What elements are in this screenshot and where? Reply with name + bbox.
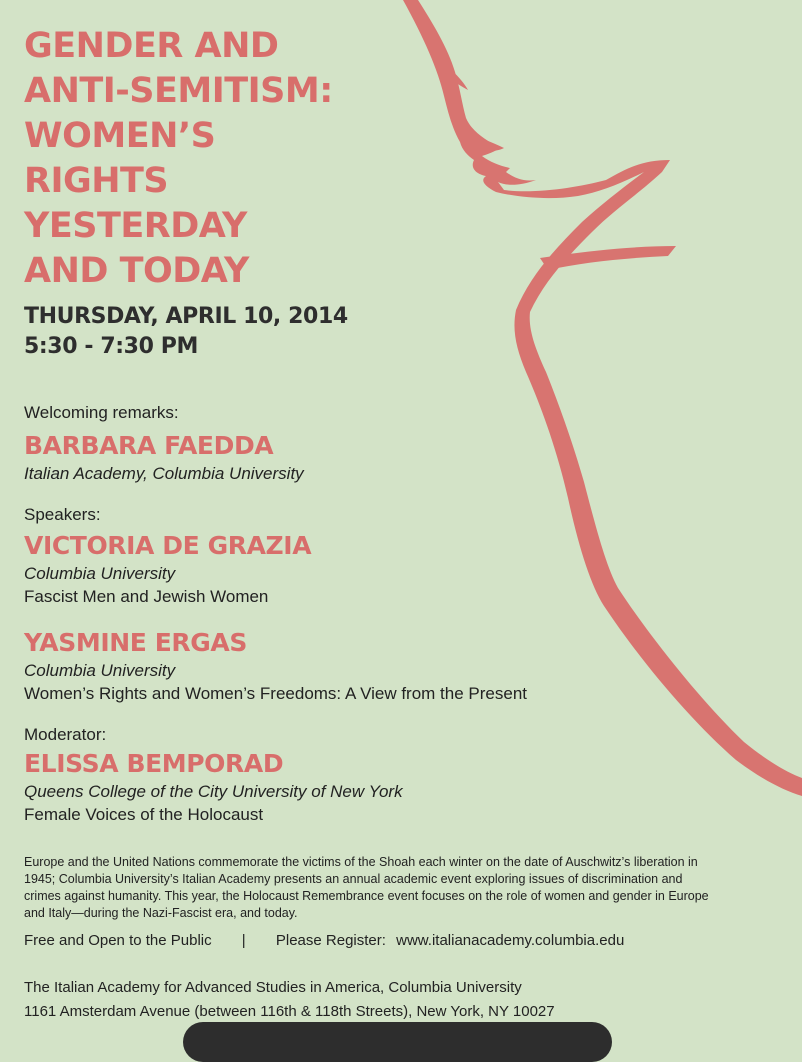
speaker-talk-title: Women’s Rights and Women’s Freedoms: A View from the Present	[24, 684, 527, 703]
speaker-name: VICTORIA DE GRAZIA	[24, 531, 312, 560]
register-link[interactable]: www.italianacademy.columbia.edu	[396, 932, 625, 949]
title-line: RIGHTS	[24, 161, 169, 201]
registration-row	[24, 930, 624, 952]
venue-info	[24, 976, 555, 1024]
welcome-speaker-affiliation: Italian Academy, Columbia University	[24, 464, 304, 483]
register-label: Please Register:	[275, 932, 386, 949]
welcome-speaker-name: BARBARA FAEDDA	[24, 431, 274, 460]
title-line: YESTERDAY	[24, 206, 247, 246]
speakers-section	[24, 504, 311, 608]
speaker-affiliation: Columbia University	[24, 564, 176, 583]
title-line: WOMEN’S	[24, 116, 216, 156]
moderator-section	[24, 724, 403, 826]
welcome-section	[24, 402, 304, 485]
title-line: GENDER AND	[24, 26, 279, 66]
speaker-section-2	[24, 627, 527, 705]
event-title	[24, 24, 364, 294]
moderator-name: ELISSA BEMPORAD	[24, 749, 284, 778]
speaker-affiliation: Columbia University	[24, 661, 176, 680]
institution-name: The Italian Academy for Advanced Studies in America, Columbia University	[24, 979, 522, 996]
event-date: THURSDAY, APRIL 10, 2014	[24, 304, 348, 329]
welcome-label: Welcoming remarks:	[24, 403, 179, 422]
title-line: AND TODAY	[24, 251, 249, 291]
separator: |	[241, 932, 246, 949]
event-datetime	[24, 302, 348, 362]
event-description: Europe and the United Nations commemorate the victims of the Shoah each winter on the date of Auschwitz’s liberation in 1945; Columbia University’s Italian Academy presents an annual academic event exploring issues of discrimination and crimes against humanity. This year, the Holocaust Remembrance event focuses on the role of women and gender in Europe and Italy—during the Nazi-Fascist era, and today.	[24, 855, 709, 920]
bottom-overlay-bar	[183, 1022, 612, 1062]
moderator-label: Moderator:	[24, 725, 107, 744]
free-admission-text: Free and Open to the Public	[24, 932, 212, 949]
speakers-label: Speakers:	[24, 505, 101, 524]
moderator-affiliation: Queens College of the City University of New York	[24, 782, 403, 801]
moderator-talk-title: Female Voices of the Holocaust	[24, 805, 264, 824]
venue-address: 1161 Amsterdam Avenue (between 116th & 118th Streets), New York, NY 10027	[24, 1003, 555, 1020]
speaker-talk-title: Fascist Men and Jewish Women	[24, 587, 269, 606]
title-line: ANTI-SEMITISM:	[24, 71, 333, 111]
speaker-name: YASMINE ERGAS	[24, 628, 247, 657]
event-time: 5:30 - 7:30 PM	[24, 334, 198, 359]
